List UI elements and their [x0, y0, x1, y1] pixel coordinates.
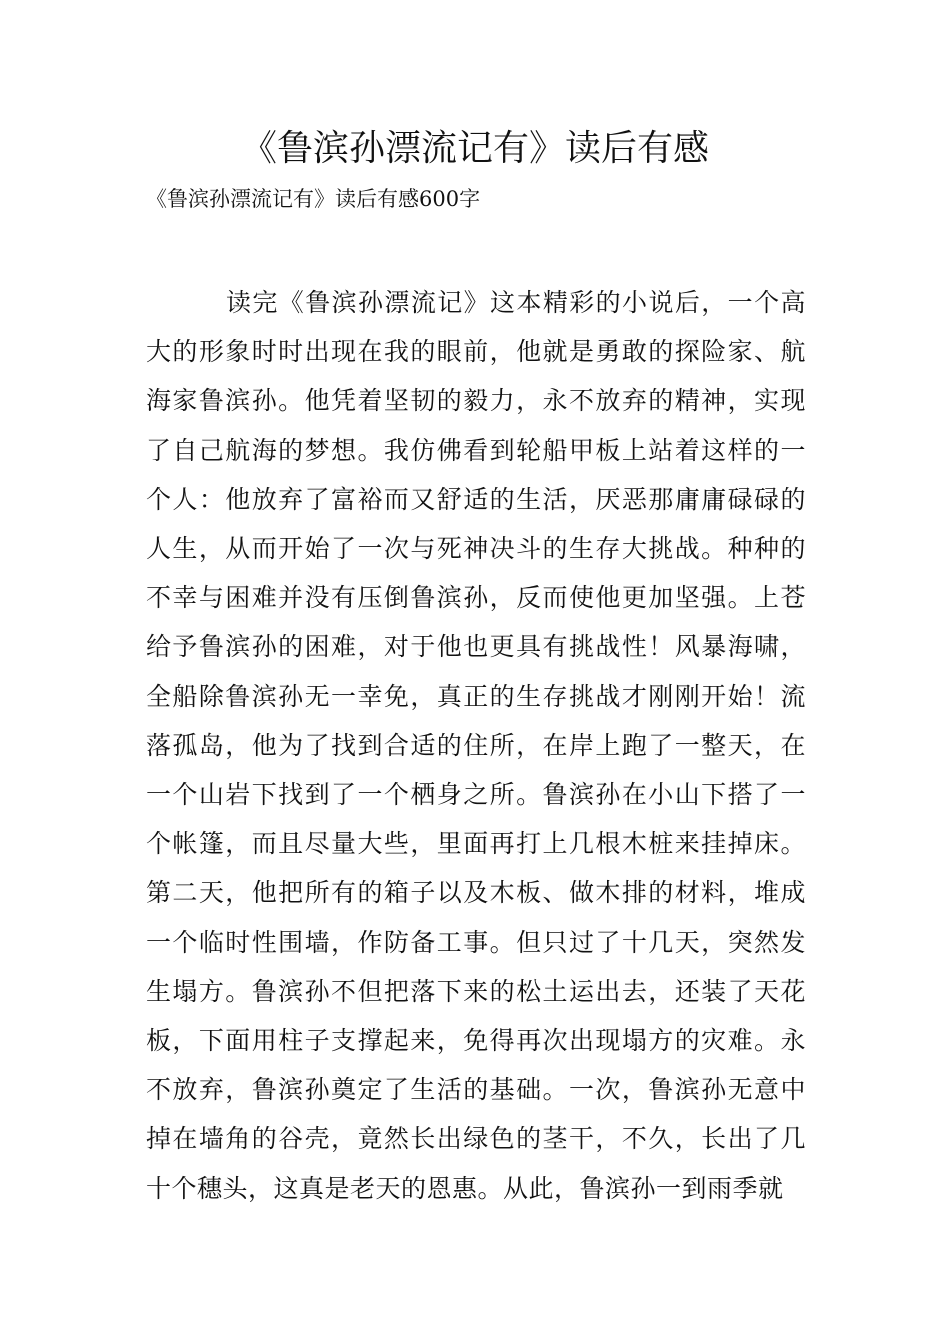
document-subtitle: 《鲁滨孙漂流记有》读后有感600字 [146, 187, 481, 211]
body-paragraph: 读完《鲁滨孙漂流记》这本精彩的小说后，一个高大的形象时时出现在我的眼前，他就是勇敢的探险家、航海家鲁滨孙。他凭着坚韧的毅力，永不放弃的精神，实现了自己航海的梦想。我仿佛看到轮船甲板上站着这样的一个人：他放弃了富裕而又舒适的生活，厌恶那庸庸碌碌的人生，从而开始了一次与死神决斗的生存大挑战。种种的不幸与困难并没有压倒鲁滨孙，反而使他更加坚强。上苍给予鲁滨孙的困难，对于他也更具有挑战性！风暴海啸，全船除鲁滨孙无一幸免，真正的生存挑战才刚刚开始！流落孤岛，他为了找到合适的住所，在岸上跑了一整天，在一个山岩下找到了一个栖身之所。鲁滨孙在小山下搭了一个帐篷，而且尽量大些，里面再打上几根木桩来挂掉床。第二天，他把所有的箱子以及木板、做木排的材料，堆成一个临时性围墙，作防备工事。但只过了十几天，突然发生塌方。鲁滨孙不但把落下来的松土运出去，还装了天花板，下面用柱子支撑起来，免得再次出现塌方的灾难。永不放弃，鲁滨孙奠定了生活的基础。一次，鲁滨孙无意中掉在墙角的谷壳，竟然长出绿色的茎干，不久，长出了几十个穗头，这真是老天的恩惠。从此，鲁滨孙一到雨季就 [146, 288, 806, 1203]
document-title: 《鲁滨孙漂流记有》读后有感 [240, 128, 709, 169]
